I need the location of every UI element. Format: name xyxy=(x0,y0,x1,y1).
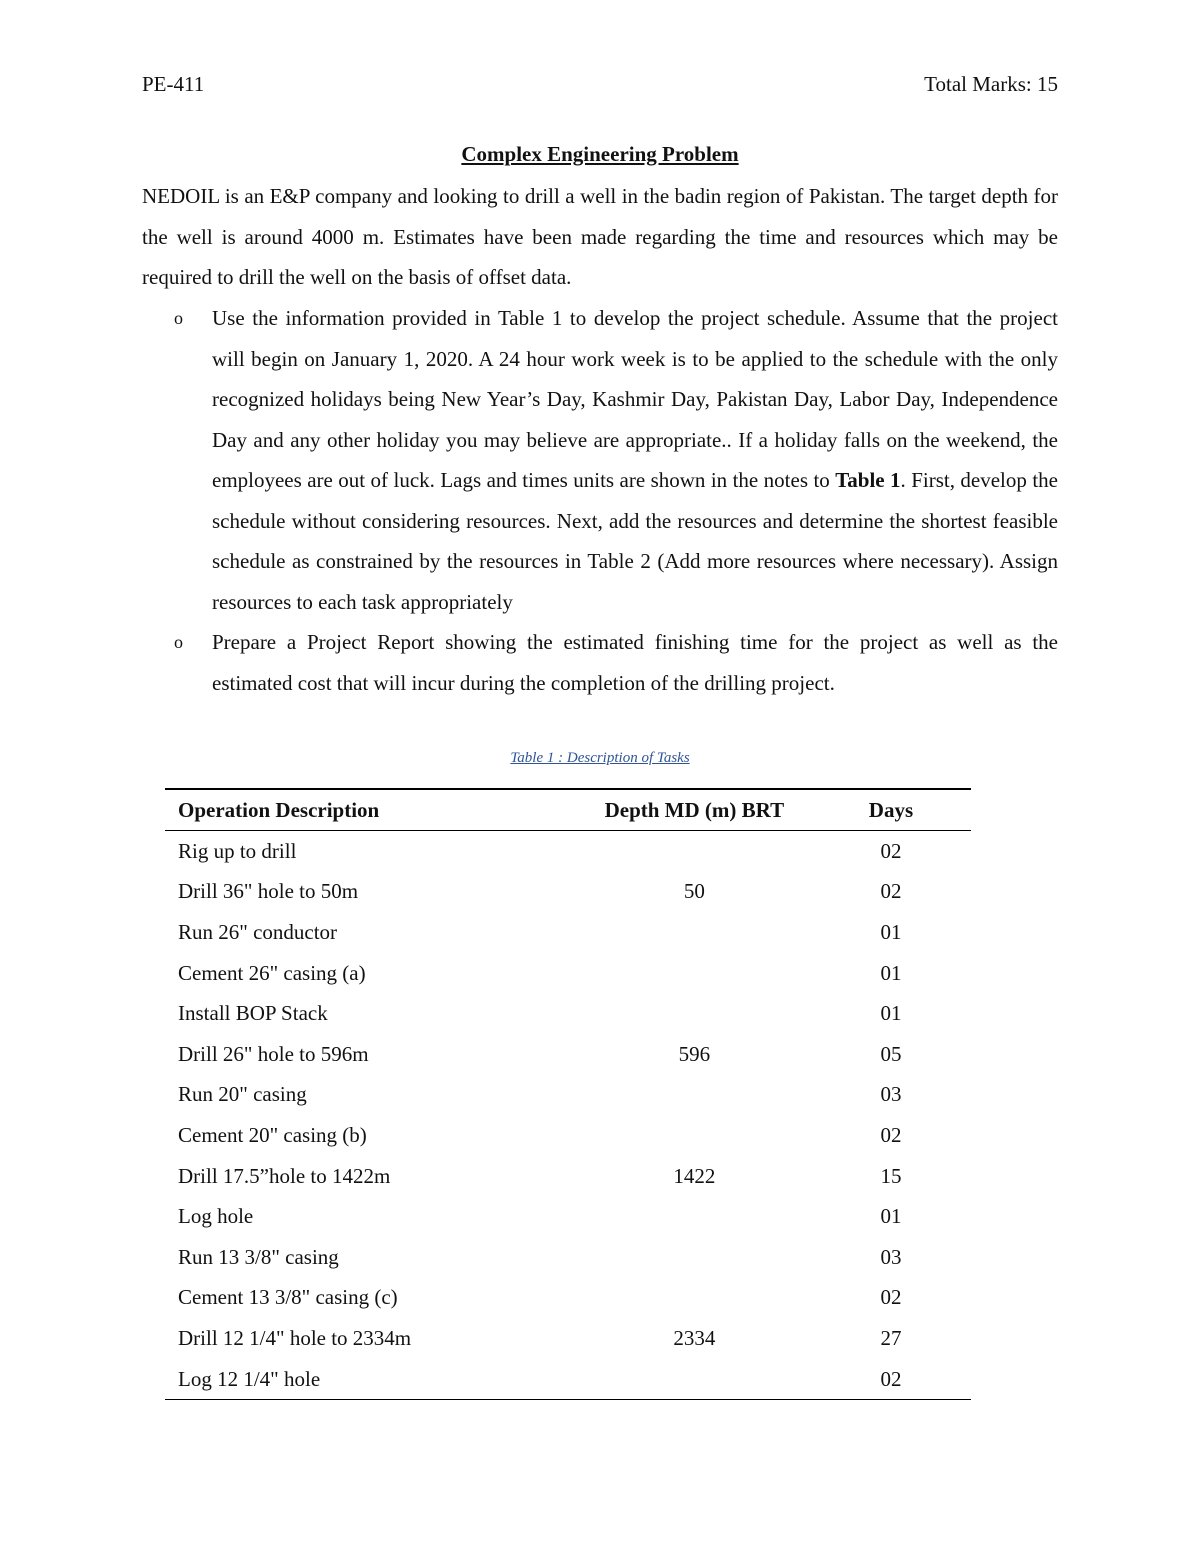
table-row xyxy=(165,993,971,1034)
table-body xyxy=(165,831,971,1400)
operation-cell: Drill 12 1/4" hole to 2334m xyxy=(178,1325,412,1350)
operation-cell: Cement 26" casing (a) xyxy=(178,960,366,985)
depth-cell xyxy=(566,1115,823,1156)
table-row xyxy=(165,1237,971,1278)
table-row xyxy=(165,1115,971,1156)
operation-cell: Run 13 3/8" casing xyxy=(178,1244,339,1269)
task-list xyxy=(142,298,1058,703)
table-reference: Table 1 xyxy=(835,468,901,492)
table-row xyxy=(165,1318,971,1359)
operation-cell: Rig up to drill xyxy=(178,838,297,863)
days-cell: 01 xyxy=(880,919,902,944)
table-row xyxy=(165,1034,971,1075)
intro-paragraph: NEDOIL is an E&P company and looking to drill a well in the badin region of Pakistan. The target depth for the well is around 4000 m. Estimates have been made regarding the time and resources which may be required to drill the well on the basis of offset data. xyxy=(142,184,1058,289)
table-caption: Table 1 : Description of Tasks xyxy=(510,750,690,766)
document-title: Complex Engineering Problem xyxy=(461,142,739,166)
task-item-report xyxy=(142,622,1058,703)
days-cell: 01 xyxy=(880,1001,902,1026)
table-row xyxy=(165,1196,971,1237)
days-cell: 02 xyxy=(823,1359,971,1400)
operation-cell: Run 26" conductor xyxy=(178,919,338,944)
table-row xyxy=(165,1359,971,1400)
days-cell: 03 xyxy=(880,1082,902,1107)
task-item-text: Prepare a Project Report showing the estimated finishing time for the project as well as the estimated cost that will incur during the completion of the drilling project. xyxy=(212,630,1058,695)
header-days: Days xyxy=(823,789,971,831)
operation-cell: Drill 17.5”hole to 1422m xyxy=(178,1163,391,1188)
course-code: PE-411 xyxy=(142,72,205,96)
depth-cell: 1422 xyxy=(673,1163,716,1188)
task-text-part: Use the information provided in Table 1 to develop the project schedule. Assume that the project will begin on January 1, 2020. A 24 hour work week is to be applied to the schedule with the only recognized holidays being New Year’s Day, Kashmir Day, Pakistan Day, Labor Day, Independence Day and any other holiday you may believe are appropriate.. If a holiday falls on the weekend, the employees are out of luck. Lags and times units are shown in the notes to xyxy=(212,306,1058,492)
task-item-text xyxy=(212,306,1058,614)
task-item-schedule xyxy=(142,298,1058,622)
depth-cell xyxy=(566,1075,823,1116)
table-row xyxy=(165,912,971,953)
depth-cell xyxy=(566,993,823,1034)
table-row xyxy=(165,1278,971,1319)
depth-cell xyxy=(566,1278,823,1319)
table-header-row xyxy=(165,789,971,831)
days-cell: 15 xyxy=(880,1163,902,1188)
table-row xyxy=(165,1075,971,1116)
depth-cell xyxy=(566,1237,823,1278)
days-cell: 02 xyxy=(880,879,902,904)
header-depth: Depth MD (m) BRT xyxy=(566,789,823,831)
operation-cell: Run 20" casing xyxy=(178,1082,307,1107)
bullet-marker: o xyxy=(174,308,183,328)
days-cell: 01 xyxy=(880,960,902,985)
days-cell: 02 xyxy=(880,1285,902,1310)
operation-cell: Cement 20" casing (b) xyxy=(178,1122,367,1147)
task-table xyxy=(165,788,971,1400)
days-cell: 01 xyxy=(880,1204,902,1229)
operation-cell: Install BOP Stack xyxy=(178,1001,328,1026)
days-cell: 02 xyxy=(880,1122,902,1147)
operation-cell: Drill 36" hole to 50m xyxy=(178,879,359,904)
table-row xyxy=(165,872,971,913)
table-row xyxy=(165,1156,971,1197)
table-row xyxy=(165,953,971,994)
header-operation: Operation Description xyxy=(165,789,566,831)
depth-cell xyxy=(566,912,823,953)
depth-cell: 596 xyxy=(678,1041,711,1066)
operation-cell: Log 12 1/4" hole xyxy=(165,1359,566,1400)
depth-cell xyxy=(566,1359,823,1400)
depth-cell: 50 xyxy=(683,879,705,904)
bullet-marker: o xyxy=(174,632,183,652)
days-cell: 27 xyxy=(880,1325,902,1350)
operation-cell: Cement 13 3/8" casing (c) xyxy=(178,1285,398,1310)
days-cell: 03 xyxy=(880,1244,902,1269)
days-cell: 05 xyxy=(880,1041,902,1066)
depth-cell xyxy=(566,953,823,994)
total-marks: Total Marks: 15 xyxy=(924,72,1058,96)
table-row xyxy=(165,831,971,872)
depth-cell xyxy=(566,1196,823,1237)
depth-cell xyxy=(566,831,823,872)
days-cell: 02 xyxy=(880,838,902,863)
operation-cell: Log hole xyxy=(178,1204,254,1229)
task-text-part: . First, develop the schedule without considering resources. Next, add the resources and determine the shortest feasible schedule as constrained by the resources in Table 2 (Add more resources where necessary). Assign resources to each task appropriately xyxy=(212,468,1058,614)
operation-cell: Drill 26" hole to 596m xyxy=(178,1041,369,1066)
depth-cell: 2334 xyxy=(673,1325,716,1350)
